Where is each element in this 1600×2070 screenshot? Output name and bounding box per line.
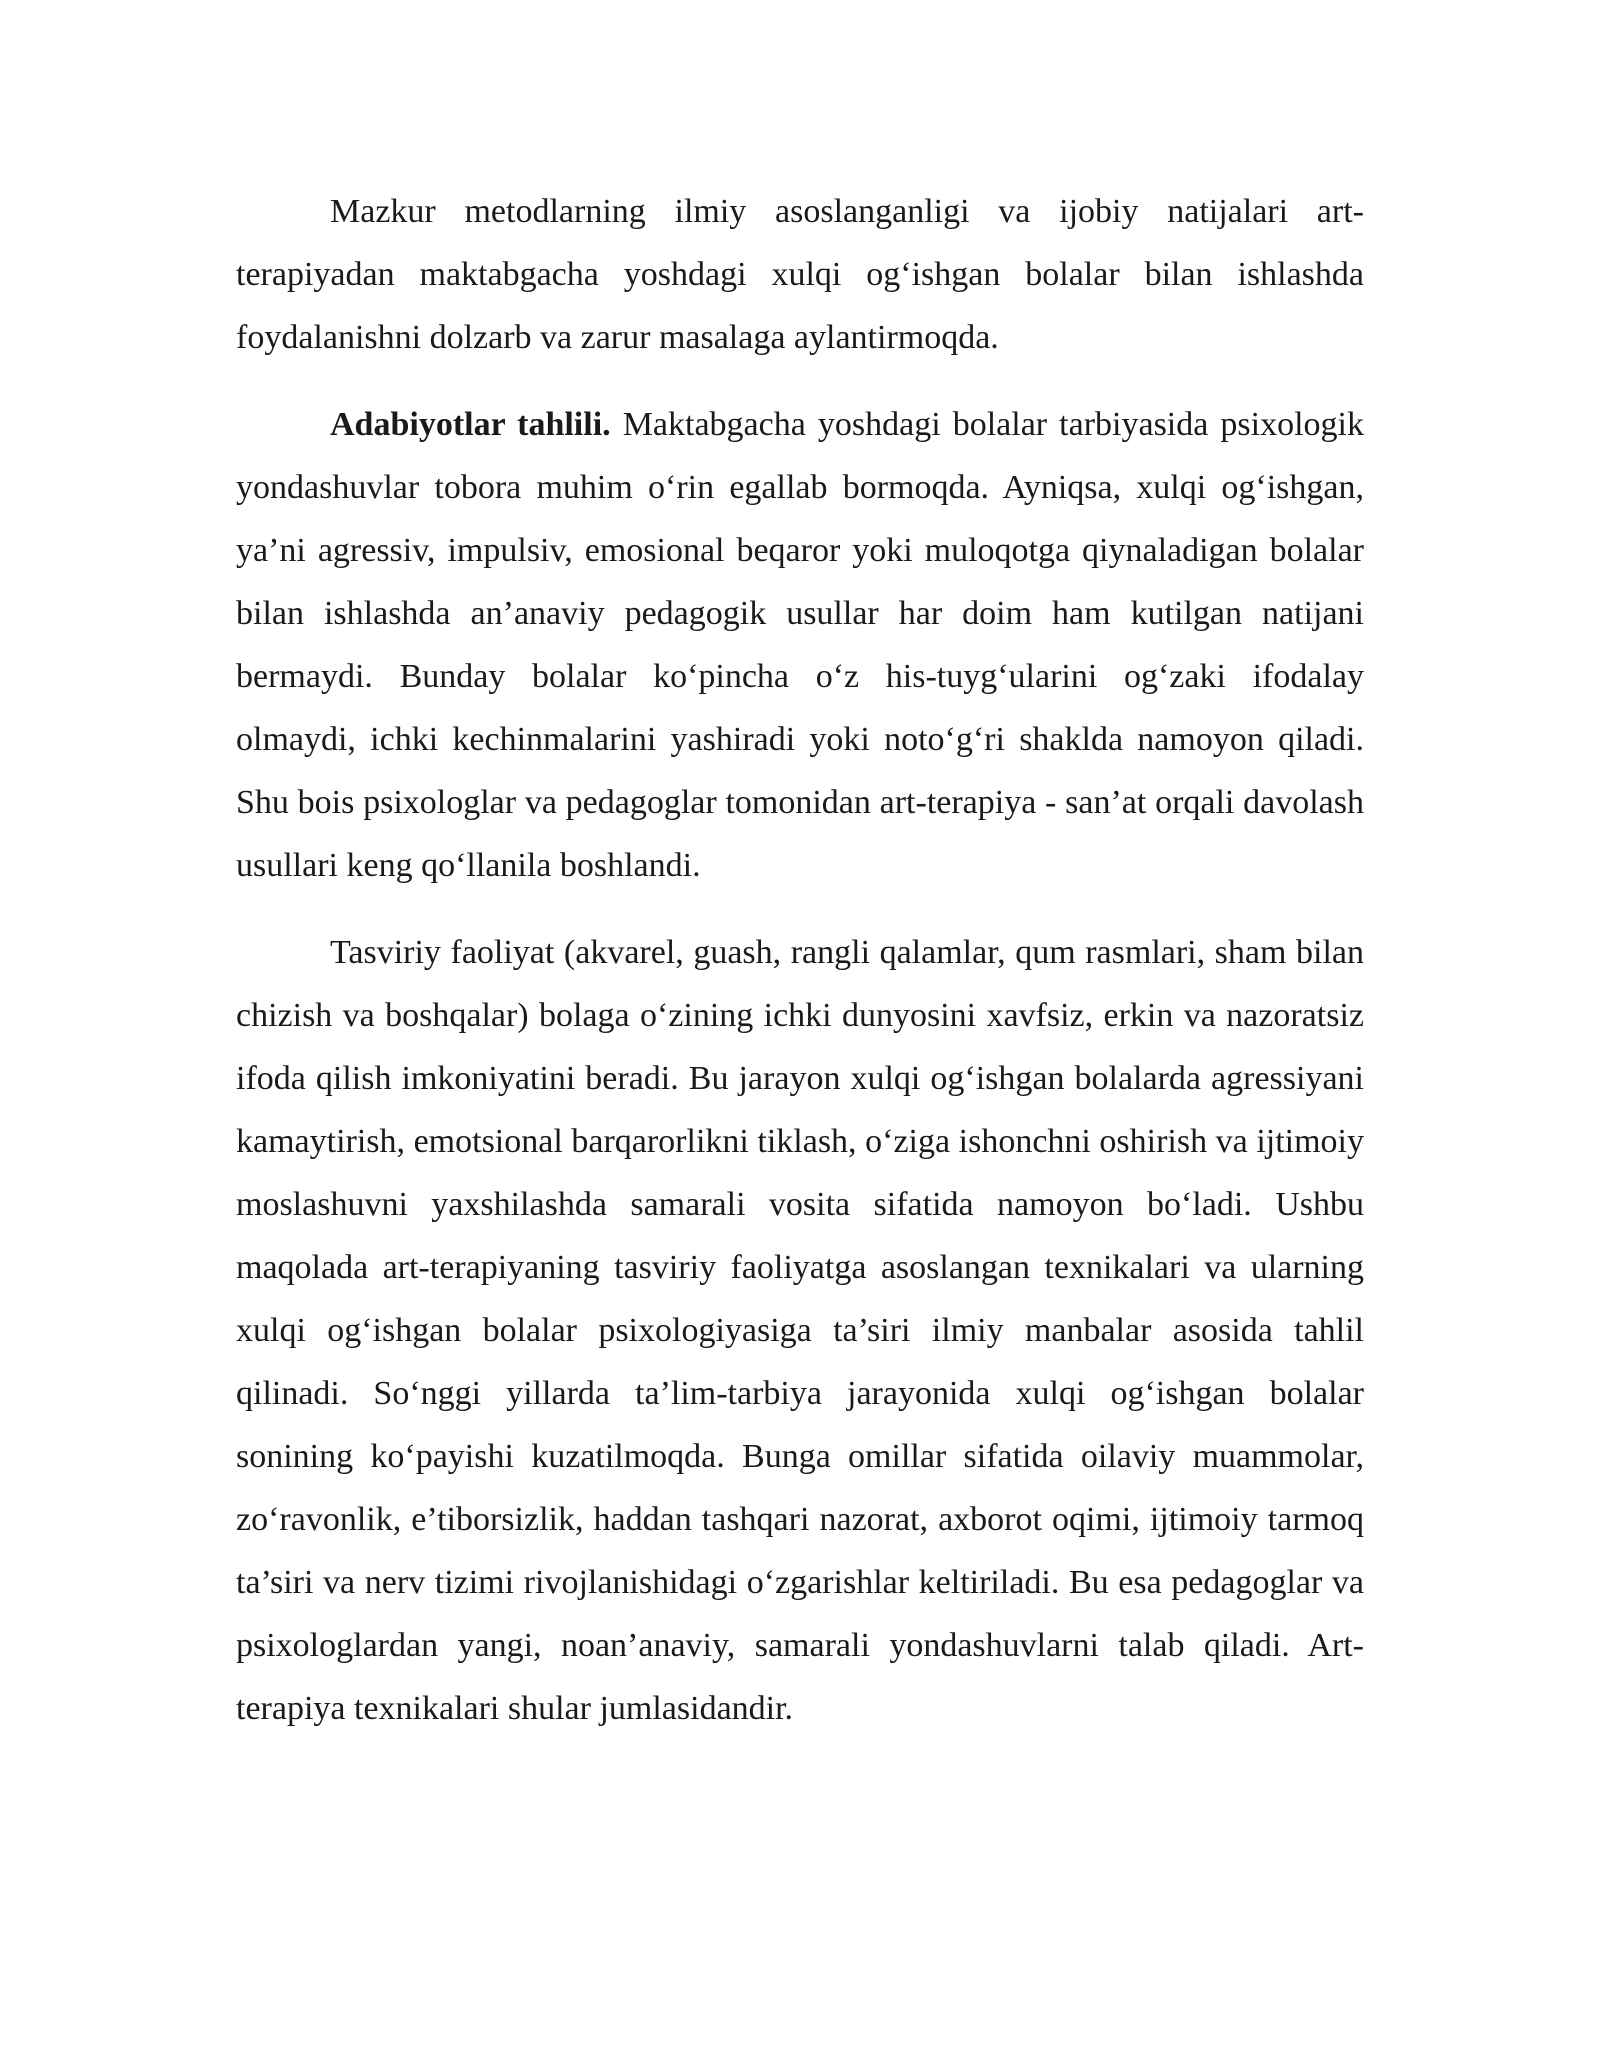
paragraph-text: Maktabgacha yoshdagi bolalar tarbiyasida psixologik yondashuvlar tobora muhim o‘rin egallab bormoqda. Ayniqsa, xulqi og‘ishgan, ya’ni agressiv, impulsiv, emosional beqaror yoki muloqotga qiynaladigan bolalar bilan ishlashda an’anaviy pedagogik usullar har doim ham kutilgan natijani bermaydi. Bunday bolalar ko‘pincha o‘z his-tuyg‘ularini og‘zaki ifodalay olmaydi, ichki kechinmalarini yashiradi yoki noto‘g‘ri shaklda namoyon qiladi. Shu bois psixologlar va pedagoglar tomonidan art-terapiya - san’at orqali davolash usullari keng qo‘llanila boshlandi. [236,406,1364,884]
paragraph-intro [236,180,1364,369]
paragraph-text: Tasviriy faoliyat (akvarel, guash, rangli qalamlar, qum rasmlari, sham bilan chizish va boshqalar) bolaga o‘zining ichki dunyosini xavfsiz, erkin va nazoratsiz ifoda qilish imkoniyatini beradi. Bu jarayon xulqi og‘ishgan bolalarda agressiyani kamaytirish, emotsional barqarorlikni tiklash, o‘ziga ishonchni oshirish va ijtimoiy moslashuvni yaxshilashda samarali vosita sifatida namoyon bo‘ladi. Ushbu maqolada art-terapiyaning tasviriy faoliyatga asoslangan texnikalari va ularning xulqi og‘ishgan bolalar psixologiyasiga ta’siri ilmiy manbalar asosida tahlil qilinadi. So‘nggi yillarda ta’lim-tarbiya jarayonida xulqi og‘ishgan bolalar sonining ko‘payishi kuzatilmoqda. Bunga omillar sifatida oilaviy muammolar, zo‘ravonlik, e’tiborsizlik, haddan tashqari nazorat, axborot oqimi, ijtimoiy tarmoq ta’siri va nerv tizimi rivojlanishidagi o‘zgarishlar keltiriladi. Bu esa pedagoglar va psixologlardan yangi, noan’anaviy, samarali yondashuvlarni talab qiladi. Art-terapiya texnikalari shular jumlasidandir. [236,934,1364,1727]
section-heading-literature-review: Adabiyotlar tahlili. [330,406,611,443]
paragraph-literature-review [236,393,1364,897]
paragraph-text: Mazkur metodlarning ilmiy asoslanganligi va ijobiy natijalari art-terapiyadan maktabgacha yoshdagi xulqi og‘ishgan bolalar bilan ishlashda foydalanishni dolzarb va zarur masalaga aylantirmoqda. [236,193,1364,356]
paragraph-visual-activity [236,921,1364,1740]
document-body [236,180,1364,1764]
